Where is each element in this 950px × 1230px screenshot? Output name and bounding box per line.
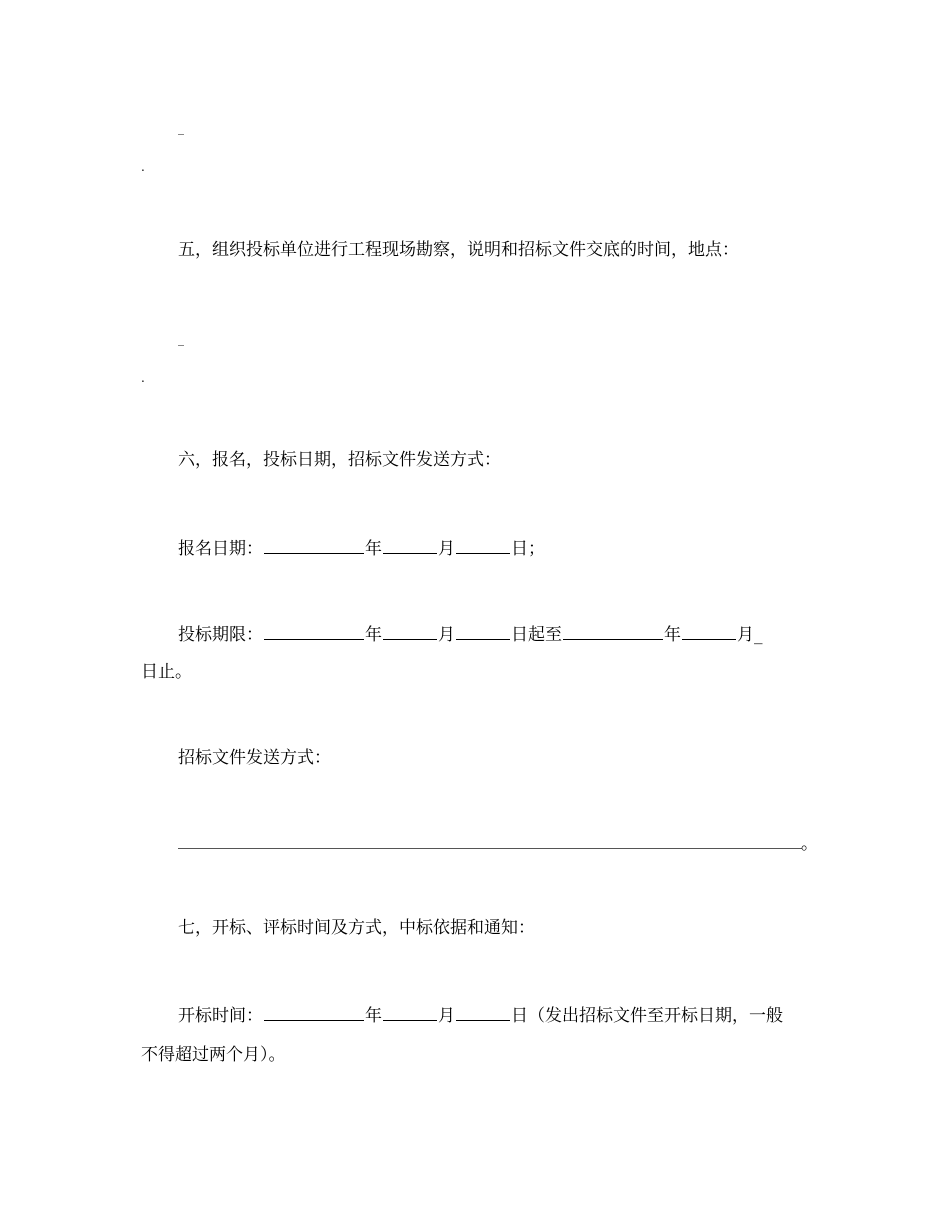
opening-note: 日（发出招标文件至开标日期，一般: [511, 1006, 783, 1026]
delivery-method-blank: [178, 848, 802, 849]
opening-time-label: 开标时间：: [178, 1006, 263, 1026]
dash-mark: _: [178, 121, 184, 135]
delivery-method-label: 招标文件发送方式：: [178, 748, 331, 768]
bid-period-label: 投标期限：: [178, 625, 263, 645]
day-label: 日；: [511, 539, 545, 559]
section-heading-6: 六，报名，投标日期，招标文件发送方式：: [178, 450, 501, 470]
dot-mark: .: [141, 371, 145, 385]
dash-mark: _: [178, 332, 184, 346]
bid-period-line: [178, 622, 763, 645]
day-blank: [456, 1003, 510, 1021]
year-blank: [264, 1003, 364, 1021]
year-blank: [264, 622, 364, 640]
year-blank: [563, 622, 663, 640]
registration-date-label: 报名日期：: [178, 539, 263, 559]
month-blank: [383, 536, 437, 554]
delivery-method-end: 。: [801, 834, 818, 854]
registration-date-line: [178, 536, 545, 559]
month-blank: [682, 622, 736, 640]
section-heading-5: 五，组织投标单位进行工程现场勘察，说明和招标文件交底的时间，地点：: [178, 240, 739, 260]
month-label: 月_: [737, 625, 763, 645]
bid-period-continuation: 日止。: [141, 662, 192, 682]
section-heading-7: 七，开标、评标时间及方式，中标依据和通知：: [178, 918, 535, 938]
month-label: 月: [438, 539, 455, 559]
year-label: 年: [365, 625, 382, 645]
dot-mark: .: [141, 160, 145, 174]
month-label: 月: [438, 1006, 455, 1026]
year-label: 年: [664, 625, 681, 645]
month-blank: [383, 622, 437, 640]
month-label: 月: [438, 625, 455, 645]
year-blank: [264, 536, 364, 554]
opening-time-continuation: 不得超过两个月）。: [141, 1045, 286, 1065]
day-blank: [456, 622, 510, 640]
month-blank: [383, 1003, 437, 1021]
opening-time-line: [178, 1003, 783, 1026]
year-label: 年: [365, 1006, 382, 1026]
year-label: 年: [365, 539, 382, 559]
day-from-label: 日起至: [511, 625, 562, 645]
day-blank: [456, 536, 510, 554]
